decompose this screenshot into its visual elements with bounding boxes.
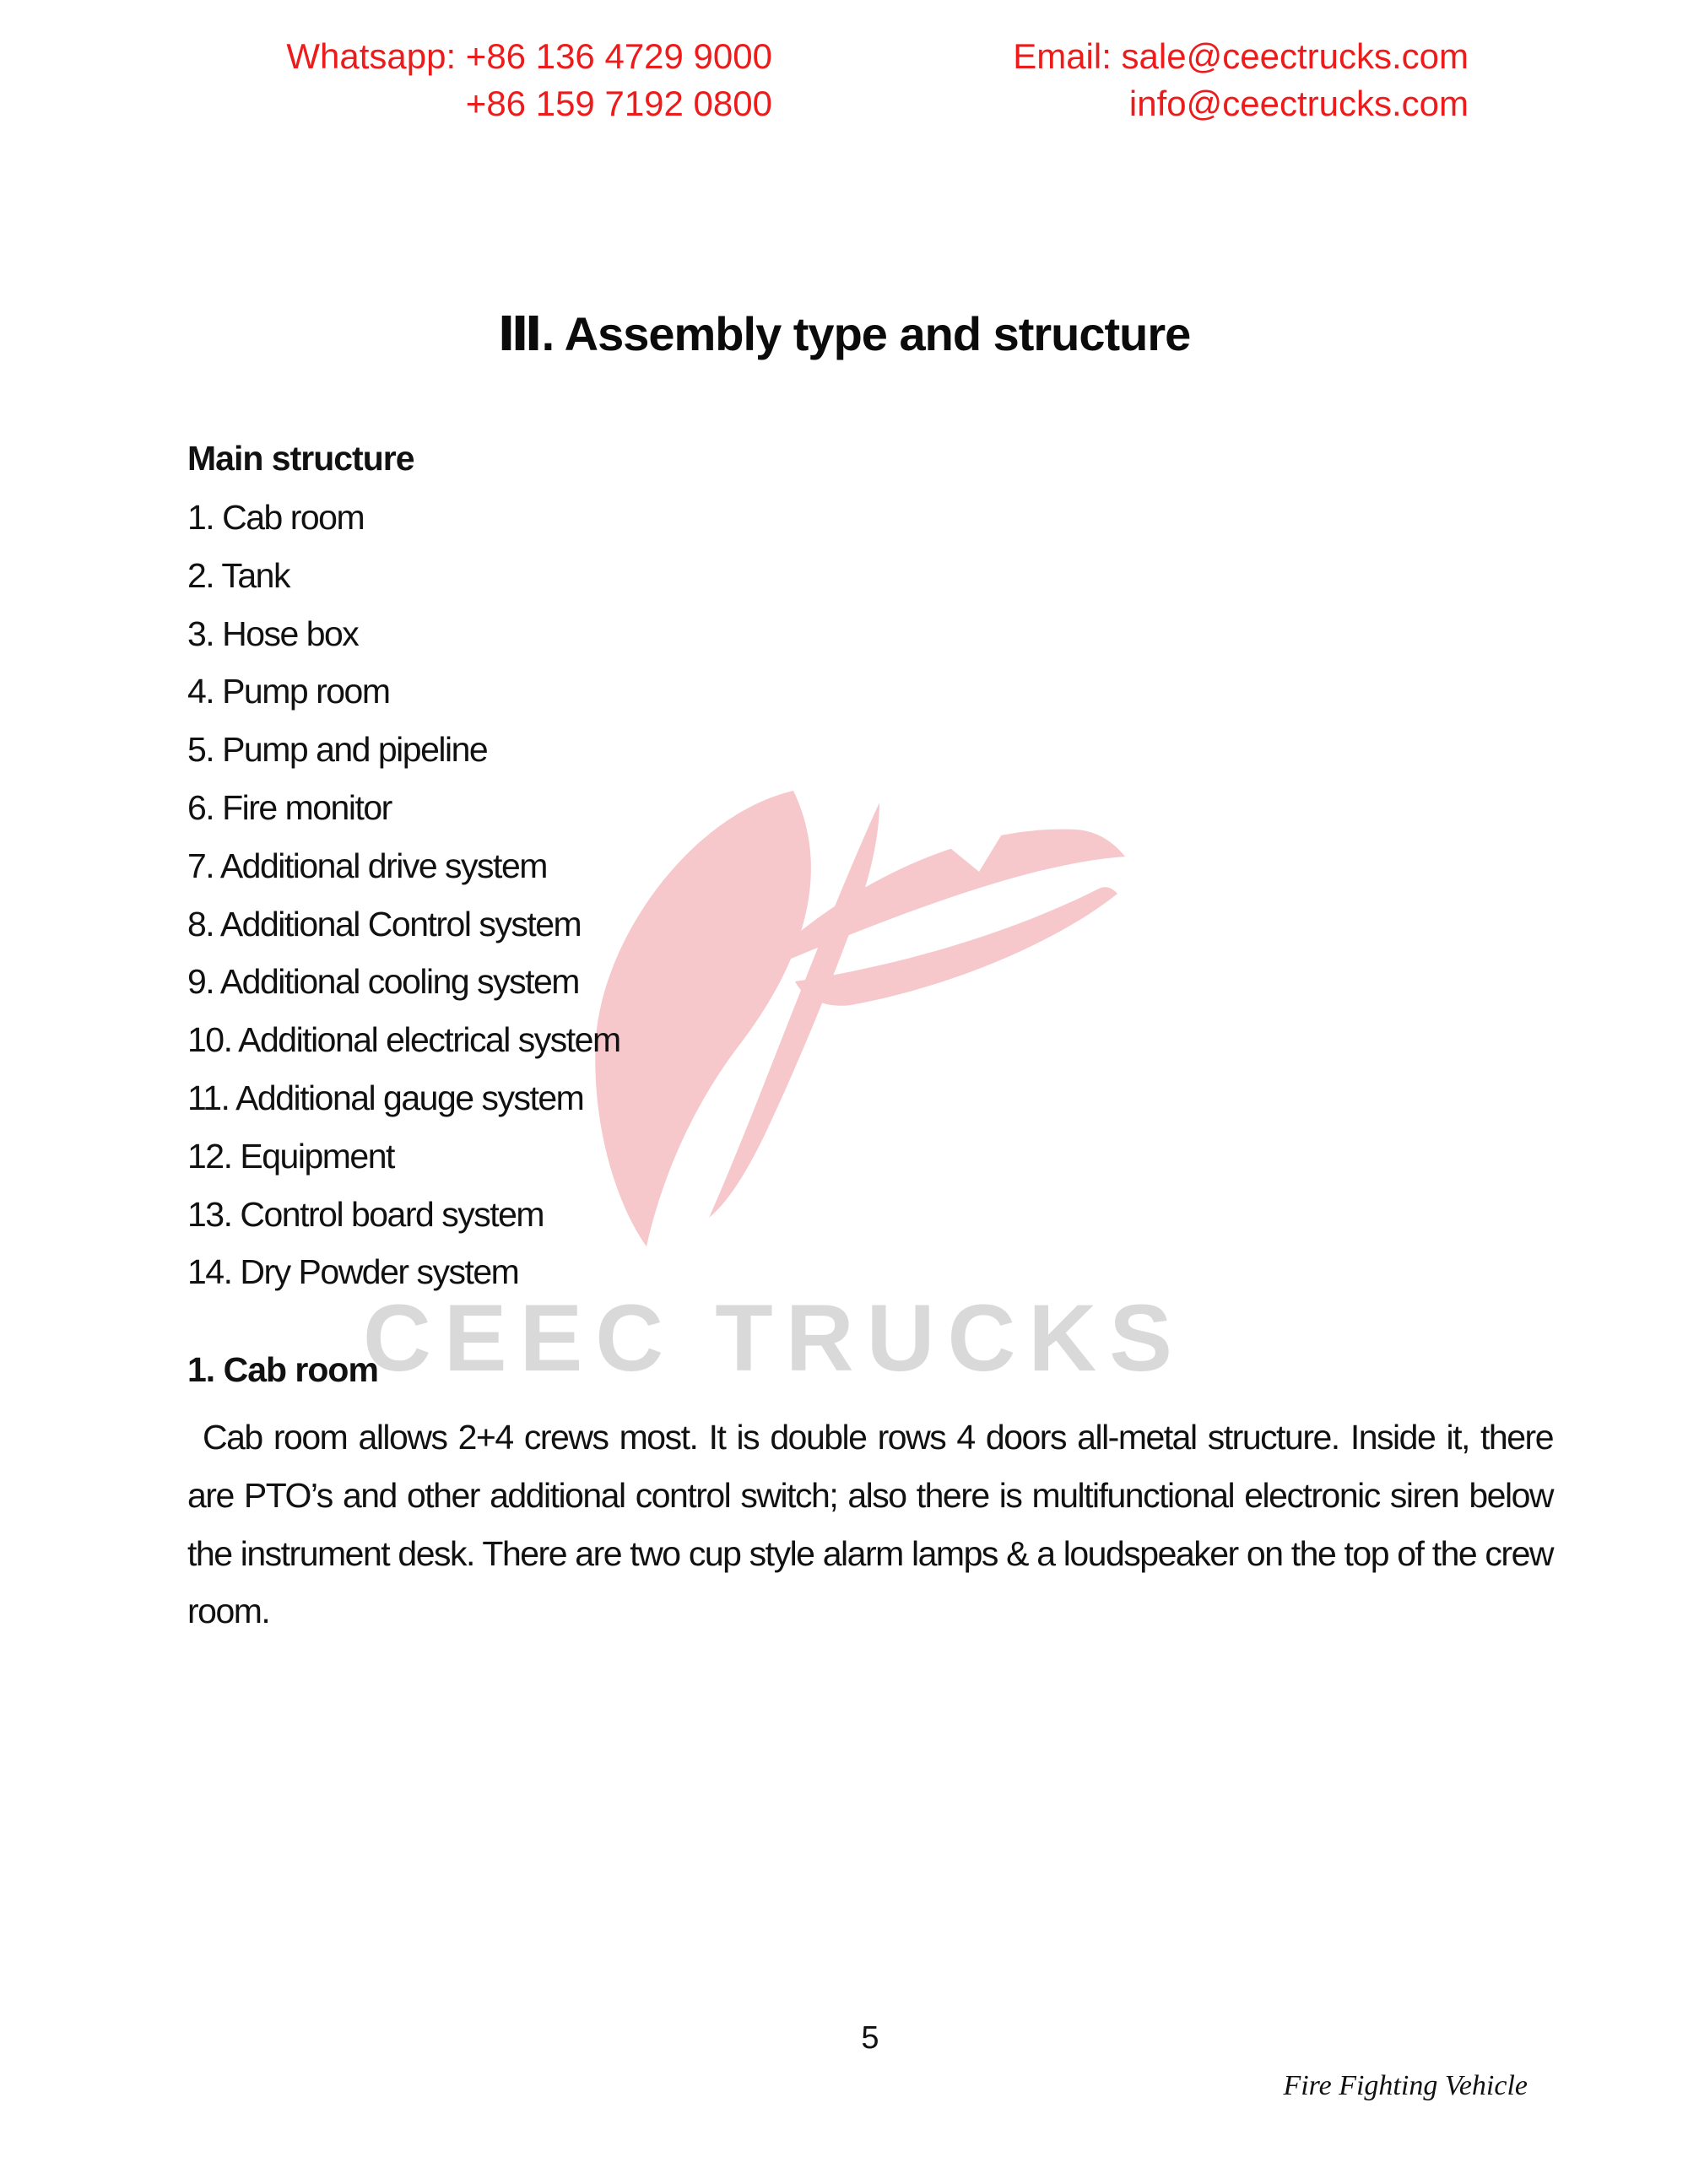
list-item: 9. Additional cooling system xyxy=(187,962,579,1002)
whatsapp-line-1: Whatsapp: +86 136 4729 9000 xyxy=(286,36,772,76)
list-item: 1. Cab room xyxy=(187,498,365,537)
list-item: 5. Pump and pipeline xyxy=(187,730,488,770)
page-number: 5 xyxy=(861,2020,879,2056)
section-body-cab-room: Cab room allows 2+4 crews most. It is double rows 4 doors all-metal structure. Inside it, there are PTO’s and other additional control switch; also there is multifunctional electronic siren below the instrument desk. There are two cup style alarm lamps & a loudspeaker on the top of the crew room. xyxy=(187,1418,1553,1631)
list-item: 8. Additional Control system xyxy=(187,904,582,943)
list-item: 6. Fire monitor xyxy=(187,787,392,827)
list-item: 13. Control board system xyxy=(187,1194,544,1234)
list-item: 3. Hose box xyxy=(187,614,359,653)
list-item: 14. Dry Powder system xyxy=(187,1252,519,1292)
footer-doc-title: Fire Fighting Vehicle xyxy=(1283,2070,1528,2101)
watermark-text: CEEC TRUCKS xyxy=(363,1285,1185,1391)
list-item: 12. Equipment xyxy=(187,1136,394,1176)
page-title: Ⅲ. Assembly type and structure xyxy=(497,307,1191,360)
email-line-1: Email: sale@ceectrucks.com xyxy=(1013,36,1469,76)
list-item: 2. Tank xyxy=(187,555,289,595)
header-contact-email xyxy=(878,33,1469,127)
list-item: 7. Additional drive system xyxy=(187,846,547,885)
section-heading-cab-room: 1. Cab room xyxy=(187,1350,378,1389)
list-item: 11. Additional gauge system xyxy=(187,1078,584,1117)
main-structure-heading: Main structure xyxy=(187,439,414,478)
list-item: 10. Additional electrical system xyxy=(187,1020,620,1060)
list-item: 4. Pump room xyxy=(187,672,390,711)
whatsapp-line-2: +86 159 7192 0800 xyxy=(465,84,772,123)
main-structure-list xyxy=(187,489,947,1301)
email-line-2: info@ceectrucks.com xyxy=(1128,84,1469,123)
header-contact-whatsapp xyxy=(211,33,772,127)
